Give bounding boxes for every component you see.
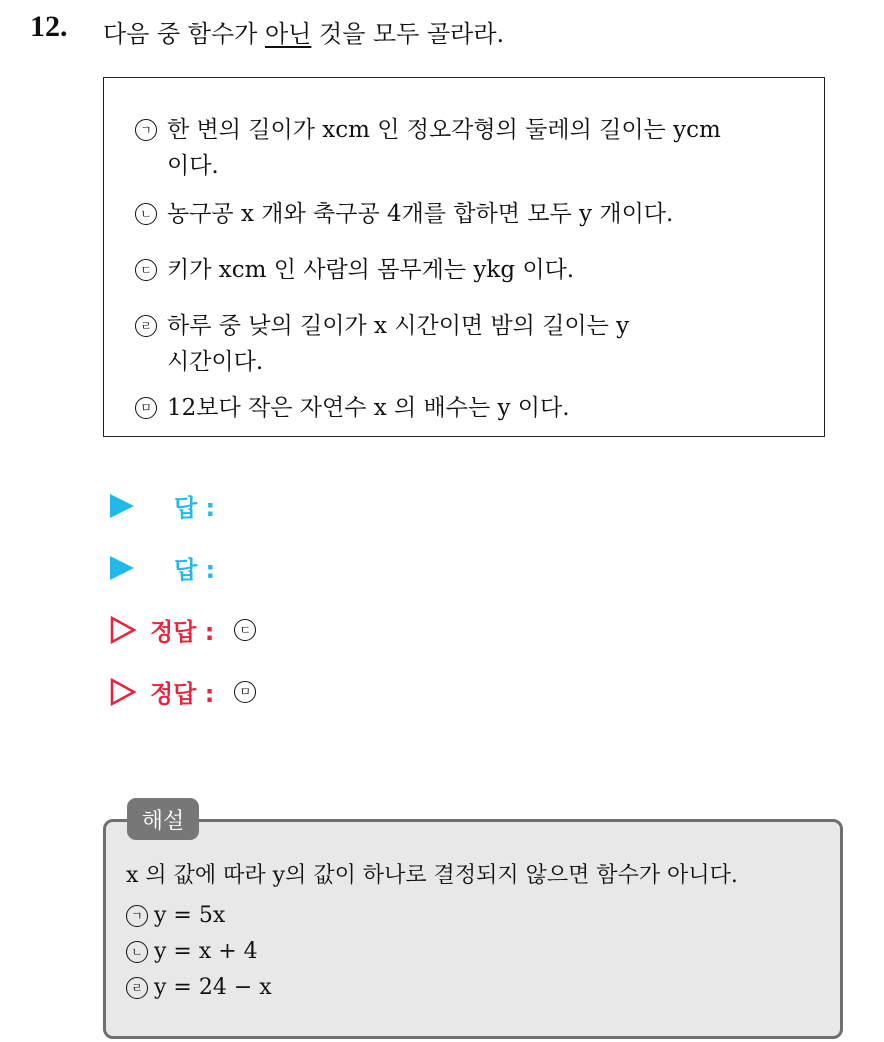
explanation-tab: 해설 <box>127 798 199 840</box>
option-item <box>135 308 629 380</box>
question-text-after: 것을 모두 골라라. <box>311 20 505 48</box>
option-text: 농구공 x 개와 축구공 4개를 합하면 모두 y 개이다. <box>167 201 674 227</box>
correct-answer-row <box>110 674 256 709</box>
option-mark: ㅁ <box>135 397 157 419</box>
option-text: 키가 xcm 인 사람의 몸무게는 ykg 이다. <box>167 257 575 283</box>
explanation-equation: y = 5x <box>154 903 226 928</box>
explanation-mark: ㄱ <box>126 905 148 927</box>
explanation-mark: ㄹ <box>126 977 148 999</box>
play-triangle-icon <box>110 494 134 518</box>
correct-answer-value: ㅁ <box>234 681 256 703</box>
option-text: 하루 중 낮의 길이가 x 시간이면 밤의 길이는 y 시간이다. <box>167 313 630 375</box>
question-text <box>103 14 504 49</box>
outline-triangle-icon <box>110 678 136 706</box>
answer-row <box>110 488 215 523</box>
explanation-mark: ㄴ <box>126 941 148 963</box>
option-mark: ㄴ <box>135 203 157 225</box>
correct-answer-value: ㄷ <box>234 619 256 641</box>
explanation-equation: y = 24 − x <box>154 975 272 1000</box>
option-mark: ㄱ <box>135 119 157 141</box>
option-text: 12보다 작은 자연수 x 의 배수는 y 이다. <box>167 395 570 421</box>
correct-label: 정답 : <box>150 680 215 708</box>
explanation-box <box>103 819 843 1039</box>
explanation-equation: y = x + 4 <box>154 939 258 964</box>
option-text: 한 변의 길이가 xcm 인 정오각형의 둘레의 길이는 ycm 이다. <box>167 117 721 179</box>
option-mark: ㄷ <box>135 259 157 281</box>
options-box <box>103 77 825 437</box>
question-text-underlined: 아닌 <box>265 20 312 48</box>
outline-triangle-icon <box>110 616 136 644</box>
answer-label: 답 : <box>174 556 216 584</box>
correct-answer-row <box>110 612 256 647</box>
option-mark: ㄹ <box>135 315 157 337</box>
option-item <box>135 252 574 288</box>
question-number: 12. <box>30 10 68 43</box>
option-item <box>135 196 673 232</box>
explanation-line <box>126 898 225 934</box>
correct-label: 정답 : <box>150 618 215 646</box>
explanation-intro: x 의 값에 따라 y의 값이 하나로 결정되지 않으면 함수가 아니다. <box>126 863 738 888</box>
question-text-before: 다음 중 함수가 <box>103 20 265 48</box>
explanation-line <box>126 970 272 1006</box>
play-triangle-icon <box>110 556 134 580</box>
option-item <box>135 112 721 184</box>
answer-label: 답 : <box>174 494 216 522</box>
answer-row <box>110 550 215 585</box>
explanation-line <box>126 934 258 970</box>
option-item <box>135 390 570 426</box>
